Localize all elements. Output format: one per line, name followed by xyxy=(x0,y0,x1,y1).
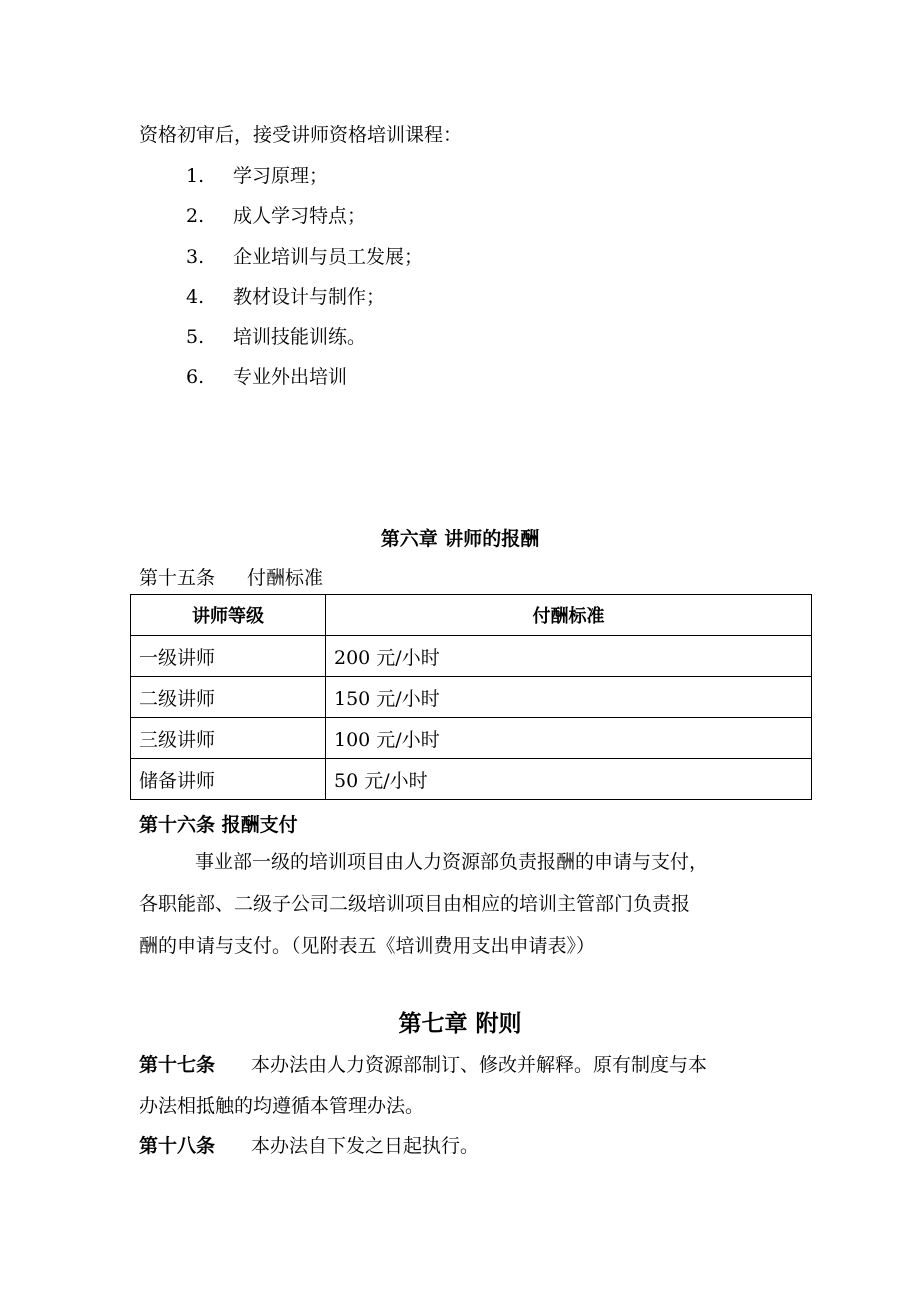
fee-cell: 50 元/小时 xyxy=(326,759,812,800)
lecturer-level-cell: 二级讲师 xyxy=(131,677,326,718)
article-17-label: 第十七条 xyxy=(139,1054,216,1076)
article-16-body xyxy=(139,841,789,967)
article-16-line-1: 事业部一级的培训项目由人力资源部负责报酬的申请与支付， xyxy=(195,851,709,873)
article-17-line-1 xyxy=(139,1053,707,1077)
fee-cell: 100 元/小时 xyxy=(326,718,812,759)
lecturer-level-cell: 一级讲师 xyxy=(131,636,326,677)
article-15-title: 付酬标准 xyxy=(247,567,324,589)
list-item-number: 1. xyxy=(186,165,205,187)
article-16-line-3: 酬的申请与支付。（见附表五《培训费用支出申请表》） xyxy=(139,935,596,957)
table-row xyxy=(131,636,812,677)
article-18 xyxy=(139,1134,479,1158)
header-fee-standard: 付酬标准 xyxy=(326,595,812,636)
list-item-number: 2. xyxy=(186,205,205,227)
article-18-text: 本办法自下发之日起执行。 xyxy=(251,1135,480,1157)
list-item-number: 3. xyxy=(186,246,205,268)
list-item-text: 学习原理； xyxy=(233,165,329,187)
fee-cell: 200 元/小时 xyxy=(326,636,812,677)
table-header-row xyxy=(131,595,812,636)
header-lecturer-level: 讲师等级 xyxy=(131,595,326,636)
article-18-label: 第十八条 xyxy=(139,1135,216,1157)
fee-cell: 150 元/小时 xyxy=(326,677,812,718)
list-item-text: 专业外出培训 xyxy=(233,366,348,388)
list-item-number: 5. xyxy=(186,326,205,348)
intro-text: 资格初审后，接受讲师资格培训课程： xyxy=(139,124,463,146)
list-item-text: 培训技能训练。 xyxy=(233,326,367,348)
article-15-heading xyxy=(139,566,323,590)
list-item-text: 教材设计与制作； xyxy=(233,286,386,308)
list-item-number: 6. xyxy=(186,366,205,388)
article-17-text-1: 本办法由人力资源部制订、修改并解释。原有制度与本 xyxy=(251,1054,708,1076)
article-15-label: 第十五条 xyxy=(139,567,216,589)
article-17-line-2: 办法相抵触的均遵循本管理办法。 xyxy=(139,1095,425,1117)
lecturer-level-cell: 三级讲师 xyxy=(131,718,326,759)
chapter-6-title: 第六章 讲师的报酬 xyxy=(380,528,540,550)
list-item-text: 成人学习特点； xyxy=(233,205,367,227)
table-row xyxy=(131,759,812,800)
list-item-number: 4. xyxy=(186,286,205,308)
chapter-7-title: 第七章 附则 xyxy=(398,1010,522,1037)
table-row xyxy=(131,677,812,718)
fee-table xyxy=(130,594,812,800)
article-16-line-2: 各职能部、二级子公司二级培训项目由相应的培训主管部门负责报 xyxy=(139,893,691,915)
article-16-heading: 第十六条 报酬支付 xyxy=(139,814,298,836)
table-row xyxy=(131,718,812,759)
list-item-text: 企业培训与员工发展； xyxy=(233,246,424,268)
lecturer-level-cell: 储备讲师 xyxy=(131,759,326,800)
